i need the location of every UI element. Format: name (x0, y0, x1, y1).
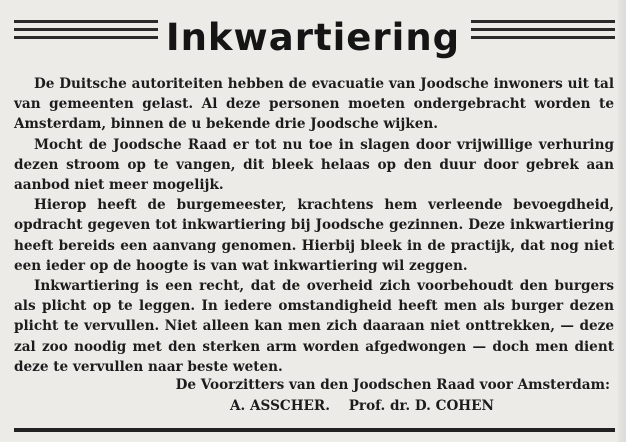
paragraph: Mocht de Joodsche Raad er tot nu toe in slagen door vrijwillige verhuring dezen stroom op te vangen, dit bleek helaas op den duur door gebrek aan aanbod niet meer mogelijk. (14, 136, 614, 194)
headline-rule-right (471, 20, 615, 44)
paragraph: Inkwartiering is een recht, dat de overheid zich voorbehoudt den burgers als plicht op te leggen. In iedere omstandigheid heeft men als burger dezen plicht te vervullen. Niet alleen kan men zich daaraan niet onttrekken, — deze zal zoo noodig met den sterken arm worden afgedwongen — doch men dient deze te vervullen naar beste weten. (14, 278, 614, 375)
paragraph: De Duitsche autoriteiten hebben de evacuatie van Joodsche inwoners uit tal van gemeenten gelast. Al deze personen moeten ondergebracht worden te Amsterdam, binnen de u bekende drie Joodsche wijken. (14, 76, 614, 133)
rule-line (471, 20, 615, 23)
signatory-cohen: Prof. dr. D. COHEN (348, 398, 494, 414)
signature-names (230, 396, 570, 416)
adjacent-column-edge (618, 0, 626, 442)
bottom-rule (14, 428, 615, 432)
article-body (14, 74, 614, 377)
signatory-asscher: A. ASSCHER. (230, 398, 330, 414)
signature-title: De Voorzitters van den Joodschen Raad voor Amsterdam: (175, 377, 610, 393)
rule-line (471, 36, 615, 39)
rule-line (471, 28, 615, 31)
headline: Inkwartiering (165, 16, 461, 59)
paragraph: Hierop heeft de burgemeester, krachtens hem verleende bevoegdheid, opdracht gegeven tot inkwartiering bij Joodsche gezinnen. Deze inkwartiering heeft bereids een aanvang genomen. Hierbij bleek in de practijk, dat nog niet een ieder op de hoogte is van wat inkwartiering wil zeggen. (14, 197, 614, 274)
